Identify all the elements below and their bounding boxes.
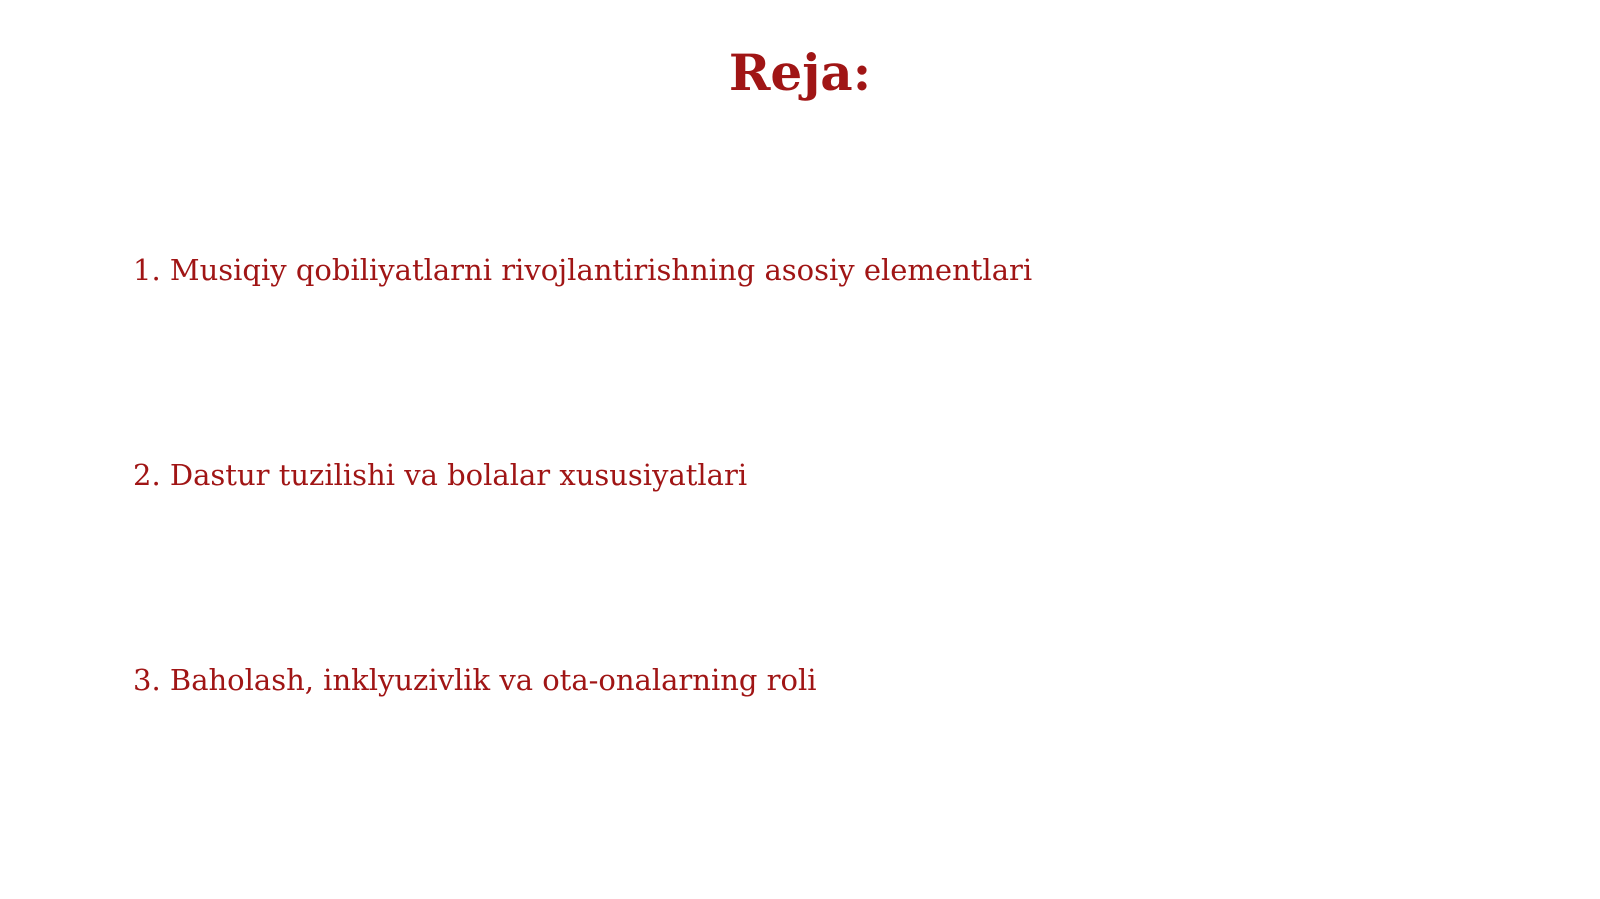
plan-item-2: 2. Dastur tuzilishi va bolalar xususiyatlari [133, 458, 748, 492]
plan-item-3: 3. Baholash, inklyuzivlik va ota-onalarning roli [133, 663, 817, 697]
plan-item-1: 1. Musiqiy qobiliyatlarni rivojlantirishning asosiy elementlari [133, 253, 1033, 287]
slide-title: Reja: [728, 43, 872, 102]
